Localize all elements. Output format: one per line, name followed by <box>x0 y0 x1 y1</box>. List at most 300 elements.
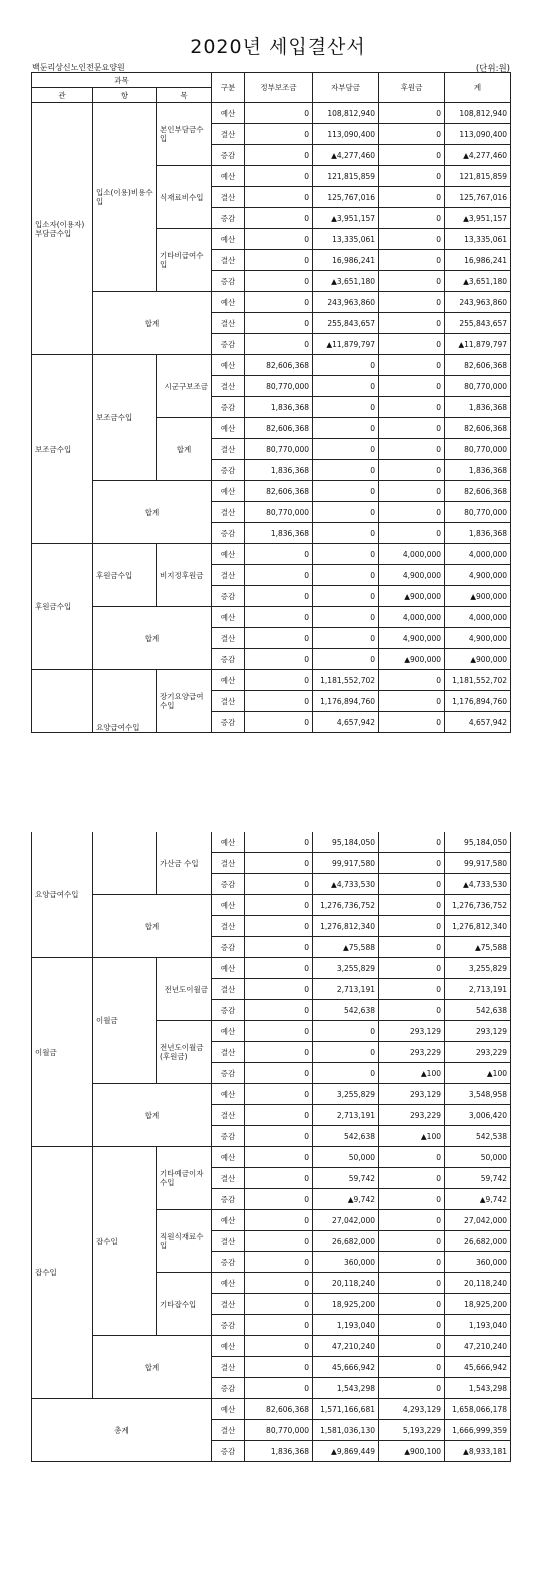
donation-cell: 0 <box>379 439 445 460</box>
total-cell: 20,118,240 <box>445 1273 511 1294</box>
gov-cell: 0 <box>245 691 313 712</box>
table-row <box>32 481 511 502</box>
self-cell: 0 <box>313 649 379 670</box>
donation-cell: 0 <box>379 103 445 124</box>
gov-cell: 0 <box>245 958 313 979</box>
self-cell: 3,255,829 <box>313 1084 379 1105</box>
document-title: 2020년 세입결산서 <box>190 36 366 58</box>
self-cell: 45,666,942 <box>313 1357 379 1378</box>
total-cell: 4,900,000 <box>445 628 511 649</box>
total-cell: 243,963,860 <box>445 292 511 313</box>
gubun-cell: 증감 <box>212 1000 245 1021</box>
self-cell: 2,713,191 <box>313 979 379 1000</box>
total-cell: ▲4,277,460 <box>445 145 511 166</box>
header-hang: 항 <box>93 88 157 103</box>
gubun-cell: 결산 <box>212 187 245 208</box>
donation-cell: 0 <box>379 355 445 376</box>
header-self: 자부담금 <box>313 73 379 103</box>
total-cell: 125,767,016 <box>445 187 511 208</box>
total-cell: 99,917,580 <box>445 853 511 874</box>
self-cell: ▲9,742 <box>313 1189 379 1210</box>
total-cell: 18,925,200 <box>445 1294 511 1315</box>
self-cell: 0 <box>313 481 379 502</box>
donation-cell: 0 <box>379 1231 445 1252</box>
donation-cell: 0 <box>379 1189 445 1210</box>
self-cell: 13,335,061 <box>313 229 379 250</box>
mok-cell: 가산금 수입 <box>157 832 212 895</box>
donation-cell: 0 <box>379 124 445 145</box>
donation-cell: 0 <box>379 832 445 853</box>
gov-cell: 0 <box>245 1147 313 1168</box>
gubun-cell: 예산 <box>212 1273 245 1294</box>
self-cell: 4,657,942 <box>313 712 379 733</box>
gubun-cell: 결산 <box>212 565 245 586</box>
gov-cell: 0 <box>245 271 313 292</box>
self-cell: 0 <box>313 1063 379 1084</box>
gubun-cell: 예산 <box>212 1336 245 1357</box>
total-cell: ▲4,733,530 <box>445 874 511 895</box>
gubun-cell: 결산 <box>212 979 245 1000</box>
gubun-cell: 예산 <box>212 229 245 250</box>
self-cell: 0 <box>313 418 379 439</box>
total-cell: 1,181,552,702 <box>445 670 511 691</box>
self-cell: 360,000 <box>313 1252 379 1273</box>
self-cell: 0 <box>313 376 379 397</box>
gubun-cell: 증감 <box>212 1378 245 1399</box>
gubun-cell: 증감 <box>212 1252 245 1273</box>
gov-cell: 0 <box>245 874 313 895</box>
hang-cell: 이월금 <box>93 958 157 1084</box>
gov-cell: 0 <box>245 937 313 958</box>
gov-cell: 0 <box>245 103 313 124</box>
gov-cell: 0 <box>245 208 313 229</box>
gubun-cell: 예산 <box>212 832 245 853</box>
gwan-cell-empty <box>32 670 93 733</box>
gov-cell: 0 <box>245 712 313 733</box>
donation-cell: 0 <box>379 418 445 439</box>
gov-cell: 0 <box>245 145 313 166</box>
donation-cell: 0 <box>379 481 445 502</box>
gov-cell: 82,606,368 <box>245 481 313 502</box>
gubun-cell: 예산 <box>212 670 245 691</box>
gubun-cell: 예산 <box>212 1399 245 1420</box>
total-cell: 293,229 <box>445 1042 511 1063</box>
total-cell: 1,836,368 <box>445 460 511 481</box>
table-row <box>32 832 511 853</box>
donation-cell: 0 <box>379 376 445 397</box>
header-total: 계 <box>445 73 511 103</box>
donation-cell: 4,293,129 <box>379 1399 445 1420</box>
total-cell: 108,812,940 <box>445 103 511 124</box>
total-cell: ▲3,951,157 <box>445 208 511 229</box>
gubun-cell: 결산 <box>212 124 245 145</box>
total-cell: 80,770,000 <box>445 376 511 397</box>
grand-total-row <box>32 1399 511 1420</box>
self-cell: ▲3,951,157 <box>313 208 379 229</box>
total-cell: ▲11,879,797 <box>445 334 511 355</box>
total-cell: 121,815,859 <box>445 166 511 187</box>
gov-cell: 0 <box>245 1084 313 1105</box>
gov-cell: 0 <box>245 1378 313 1399</box>
mok-cell: 본인부담금수입 <box>157 103 212 166</box>
gubun-cell: 예산 <box>212 355 245 376</box>
hang-cell: 잡수입 <box>93 1147 157 1336</box>
gubun-cell: 예산 <box>212 166 245 187</box>
hang-cell: 후원금수입 <box>93 544 157 607</box>
table-row <box>32 895 511 916</box>
donation-cell: 0 <box>379 712 445 733</box>
self-cell: 59,742 <box>313 1168 379 1189</box>
donation-cell: 0 <box>379 145 445 166</box>
total-cell: 3,255,829 <box>445 958 511 979</box>
gwan-cell: 입소자(이용자)부담금수입 <box>32 103 93 355</box>
self-cell: 1,181,552,702 <box>313 670 379 691</box>
subtotal-label: 합계 <box>93 895 212 958</box>
table-row <box>32 670 511 691</box>
gubun-cell: 예산 <box>212 544 245 565</box>
self-cell: ▲9,869,449 <box>313 1441 379 1462</box>
gubun-cell: 예산 <box>212 481 245 502</box>
donation-cell: 0 <box>379 958 445 979</box>
gubun-cell: 결산 <box>212 502 245 523</box>
mok-cell: 식재료비수입 <box>157 166 212 229</box>
donation-cell: 4,900,000 <box>379 565 445 586</box>
gov-cell: 0 <box>245 1105 313 1126</box>
donation-cell: 0 <box>379 1210 445 1231</box>
gov-cell: 0 <box>245 565 313 586</box>
self-cell: 3,255,829 <box>313 958 379 979</box>
mok-cell: 직원식재료수입 <box>157 1210 212 1273</box>
self-cell: 50,000 <box>313 1147 379 1168</box>
table-row <box>32 544 511 565</box>
gubun-cell: 예산 <box>212 292 245 313</box>
gubun-cell: 증감 <box>212 1441 245 1462</box>
total-cell: ▲100 <box>445 1063 511 1084</box>
gov-cell: 0 <box>245 1231 313 1252</box>
mok-subtotal-cell: 합계 <box>157 418 212 481</box>
gov-cell: 0 <box>245 1042 313 1063</box>
gubun-cell: 결산 <box>212 1105 245 1126</box>
gov-cell: 0 <box>245 1021 313 1042</box>
gubun-cell: 예산 <box>212 958 245 979</box>
gov-cell: 0 <box>245 250 313 271</box>
self-cell: 1,176,894,760 <box>313 691 379 712</box>
donation-cell: 293,129 <box>379 1021 445 1042</box>
self-cell: 0 <box>313 586 379 607</box>
donation-cell: 293,229 <box>379 1105 445 1126</box>
table-row <box>32 103 511 124</box>
gov-cell: 80,770,000 <box>245 502 313 523</box>
gubun-cell: 예산 <box>212 1021 245 1042</box>
gov-cell: 0 <box>245 544 313 565</box>
self-cell: 0 <box>313 502 379 523</box>
gubun-cell: 증감 <box>212 1126 245 1147</box>
header-gubun: 구분 <box>212 73 245 103</box>
self-cell: 1,276,812,340 <box>313 916 379 937</box>
total-cell: ▲900,000 <box>445 586 511 607</box>
self-cell: 255,843,657 <box>313 313 379 334</box>
gubun-cell: 증감 <box>212 937 245 958</box>
gubun-cell: 증감 <box>212 334 245 355</box>
gov-cell: 1,836,368 <box>245 1441 313 1462</box>
donation-cell: 0 <box>379 937 445 958</box>
mok-cell: 기타예금이자수입 <box>157 1147 212 1210</box>
organization-name: 백둔리상신노인전문요양원 <box>32 63 125 72</box>
hang-cell-continued <box>93 832 157 895</box>
gov-cell: 1,836,368 <box>245 460 313 481</box>
gubun-cell: 증감 <box>212 712 245 733</box>
total-cell: 3,548,958 <box>445 1084 511 1105</box>
gubun-cell: 증감 <box>212 397 245 418</box>
gubun-cell: 결산 <box>212 250 245 271</box>
total-cell: 4,000,000 <box>445 544 511 565</box>
gubun-cell: 결산 <box>212 1294 245 1315</box>
total-cell: ▲9,742 <box>445 1189 511 1210</box>
gubun-cell: 증감 <box>212 874 245 895</box>
total-cell: 1,276,812,340 <box>445 916 511 937</box>
gubun-cell: 증감 <box>212 208 245 229</box>
gwan-cell: 요양급여수입 <box>32 832 93 958</box>
gubun-cell: 예산 <box>212 418 245 439</box>
gov-cell: 0 <box>245 292 313 313</box>
gubun-cell: 결산 <box>212 1168 245 1189</box>
gov-cell: 0 <box>245 124 313 145</box>
total-cell: 2,713,191 <box>445 979 511 1000</box>
total-cell: 4,000,000 <box>445 607 511 628</box>
total-cell: 255,843,657 <box>445 313 511 334</box>
header-row-1 <box>32 73 511 88</box>
self-cell: 0 <box>313 355 379 376</box>
gov-cell: 0 <box>245 313 313 334</box>
self-cell: 1,276,736,752 <box>313 895 379 916</box>
self-cell: 1,571,166,681 <box>313 1399 379 1420</box>
gubun-cell: 결산 <box>212 628 245 649</box>
donation-cell: 0 <box>379 229 445 250</box>
gubun-cell: 결산 <box>212 1042 245 1063</box>
gubun-cell: 결산 <box>212 691 245 712</box>
donation-cell: 0 <box>379 250 445 271</box>
subtotal-label: 합계 <box>93 292 212 355</box>
donation-cell: 0 <box>379 502 445 523</box>
donation-cell: 293,129 <box>379 1084 445 1105</box>
gov-cell: 0 <box>245 334 313 355</box>
gov-cell: 80,770,000 <box>245 376 313 397</box>
self-cell: 121,815,859 <box>313 166 379 187</box>
total-cell: 80,770,000 <box>445 439 511 460</box>
total-cell: 1,193,040 <box>445 1315 511 1336</box>
gov-cell: 0 <box>245 853 313 874</box>
donation-cell: 0 <box>379 979 445 1000</box>
gubun-cell: 예산 <box>212 1210 245 1231</box>
self-cell: 47,210,240 <box>313 1336 379 1357</box>
mok-cell: 기타잡수입 <box>157 1273 212 1336</box>
gubun-cell: 증감 <box>212 523 245 544</box>
total-cell: 82,606,368 <box>445 481 511 502</box>
gubun-cell: 결산 <box>212 853 245 874</box>
gov-cell: 0 <box>245 229 313 250</box>
donation-cell: ▲100 <box>379 1126 445 1147</box>
gov-cell: 0 <box>245 607 313 628</box>
gov-cell: 82,606,368 <box>245 355 313 376</box>
table-row <box>32 355 511 376</box>
total-cell: 59,742 <box>445 1168 511 1189</box>
gwan-cell: 이월금 <box>32 958 93 1147</box>
gov-cell: 0 <box>245 1210 313 1231</box>
total-cell: 4,900,000 <box>445 565 511 586</box>
gov-cell: 0 <box>245 586 313 607</box>
header-donation: 후원금 <box>379 73 445 103</box>
total-cell: 45,666,942 <box>445 1357 511 1378</box>
gov-cell: 0 <box>245 628 313 649</box>
gov-cell: 0 <box>245 1273 313 1294</box>
self-cell: ▲3,651,180 <box>313 271 379 292</box>
self-cell: 26,682,000 <box>313 1231 379 1252</box>
donation-cell: 0 <box>379 1336 445 1357</box>
self-cell: 27,042,000 <box>313 1210 379 1231</box>
self-cell: 113,090,400 <box>313 124 379 145</box>
total-cell: ▲75,588 <box>445 937 511 958</box>
gov-cell: 0 <box>245 1126 313 1147</box>
gov-cell: 82,606,368 <box>245 1399 313 1420</box>
mok-cell: 전년도이월금 <box>157 958 212 1021</box>
table-row <box>32 1147 511 1168</box>
gubun-cell: 결산 <box>212 1420 245 1441</box>
total-cell: 1,836,368 <box>445 397 511 418</box>
donation-cell: 4,900,000 <box>379 628 445 649</box>
donation-cell: 0 <box>379 1252 445 1273</box>
gov-cell: 0 <box>245 832 313 853</box>
hang-cell: 보조금수입 <box>93 355 157 481</box>
donation-cell: 0 <box>379 691 445 712</box>
gov-cell: 0 <box>245 1294 313 1315</box>
donation-cell: 0 <box>379 460 445 481</box>
total-cell: 1,658,066,178 <box>445 1399 511 1420</box>
total-cell: 1,176,894,760 <box>445 691 511 712</box>
gov-cell: 82,606,368 <box>245 418 313 439</box>
gov-cell: 0 <box>245 895 313 916</box>
donation-cell: 0 <box>379 1168 445 1189</box>
unit-label: (단위:원) <box>475 64 510 74</box>
self-cell: 0 <box>313 628 379 649</box>
self-cell: ▲4,733,530 <box>313 874 379 895</box>
mok-cell: 전년도이월금(후원금) <box>157 1021 212 1084</box>
donation-cell: 0 <box>379 1147 445 1168</box>
self-cell: 0 <box>313 397 379 418</box>
hang-cell: 요양급여수입 <box>93 670 157 733</box>
gov-cell: 0 <box>245 1336 313 1357</box>
donation-cell: 5,193,229 <box>379 1420 445 1441</box>
gubun-cell: 결산 <box>212 376 245 397</box>
table-row <box>32 1336 511 1357</box>
total-cell: 1,543,298 <box>445 1378 511 1399</box>
total-cell: 50,000 <box>445 1147 511 1168</box>
table-row <box>32 958 511 979</box>
donation-cell: 0 <box>379 853 445 874</box>
gov-cell: 0 <box>245 1168 313 1189</box>
subtotal-label: 합계 <box>93 1084 212 1147</box>
gov-cell: 0 <box>245 1000 313 1021</box>
gwan-cell: 보조금수입 <box>32 355 93 544</box>
gubun-cell: 증감 <box>212 460 245 481</box>
gubun-cell: 증감 <box>212 1189 245 1210</box>
grand-total-label: 총계 <box>32 1399 212 1462</box>
self-cell: 542,638 <box>313 1126 379 1147</box>
total-cell: 82,606,368 <box>445 418 511 439</box>
document-page-1 <box>0 0 556 760</box>
donation-cell: 4,000,000 <box>379 607 445 628</box>
gubun-cell: 증감 <box>212 145 245 166</box>
self-cell: 108,812,940 <box>313 103 379 124</box>
gubun-cell: 예산 <box>212 895 245 916</box>
self-cell: 0 <box>313 544 379 565</box>
gwan-cell: 잡수입 <box>32 1147 93 1399</box>
gov-cell: 0 <box>245 1063 313 1084</box>
gwan-cell: 후원금수입 <box>32 544 93 670</box>
self-cell: 20,118,240 <box>313 1273 379 1294</box>
donation-cell: 0 <box>379 313 445 334</box>
header-gwan: 관 <box>32 88 93 103</box>
donation-cell: ▲900,100 <box>379 1441 445 1462</box>
donation-cell: 0 <box>379 895 445 916</box>
subtotal-label: 합계 <box>93 481 212 544</box>
donation-cell: 0 <box>379 166 445 187</box>
table-row <box>32 292 511 313</box>
self-cell: 1,581,036,130 <box>313 1420 379 1441</box>
total-cell: ▲900,000 <box>445 649 511 670</box>
total-cell: 47,210,240 <box>445 1336 511 1357</box>
total-cell: 80,770,000 <box>445 502 511 523</box>
gov-cell: 0 <box>245 1252 313 1273</box>
self-cell: 243,963,860 <box>313 292 379 313</box>
gov-cell: 0 <box>245 670 313 691</box>
gubun-cell: 증감 <box>212 1063 245 1084</box>
gov-cell: 1,836,368 <box>245 523 313 544</box>
donation-cell: 0 <box>379 1273 445 1294</box>
self-cell: 0 <box>313 439 379 460</box>
donation-cell: 0 <box>379 397 445 418</box>
donation-cell: ▲900,000 <box>379 649 445 670</box>
header-gwamok: 과목 <box>32 73 212 88</box>
self-cell: 542,638 <box>313 1000 379 1021</box>
gubun-cell: 증감 <box>212 1315 245 1336</box>
self-cell: 0 <box>313 1042 379 1063</box>
total-cell: 1,836,368 <box>445 523 511 544</box>
total-cell: 82,606,368 <box>445 355 511 376</box>
subtotal-label: 합계 <box>93 607 212 670</box>
self-cell: ▲75,588 <box>313 937 379 958</box>
self-cell: 1,543,298 <box>313 1378 379 1399</box>
self-cell: 99,917,580 <box>313 853 379 874</box>
gov-cell: 1,836,368 <box>245 397 313 418</box>
gubun-cell: 예산 <box>212 1084 245 1105</box>
mok-cell: 시군구보조금 <box>157 355 212 418</box>
donation-cell: ▲900,000 <box>379 586 445 607</box>
self-cell: 0 <box>313 607 379 628</box>
gov-cell: 0 <box>245 166 313 187</box>
donation-cell: 0 <box>379 670 445 691</box>
gubun-cell: 결산 <box>212 916 245 937</box>
document-page-2 <box>0 832 556 1472</box>
self-cell: 1,193,040 <box>313 1315 379 1336</box>
total-cell: 1,666,999,359 <box>445 1420 511 1441</box>
donation-cell: 0 <box>379 523 445 544</box>
donation-cell: 0 <box>379 1378 445 1399</box>
gov-cell: 80,770,000 <box>245 439 313 460</box>
total-cell: 13,335,061 <box>445 229 511 250</box>
table-row <box>32 607 511 628</box>
gov-cell: 0 <box>245 1189 313 1210</box>
self-cell: 2,713,191 <box>313 1105 379 1126</box>
